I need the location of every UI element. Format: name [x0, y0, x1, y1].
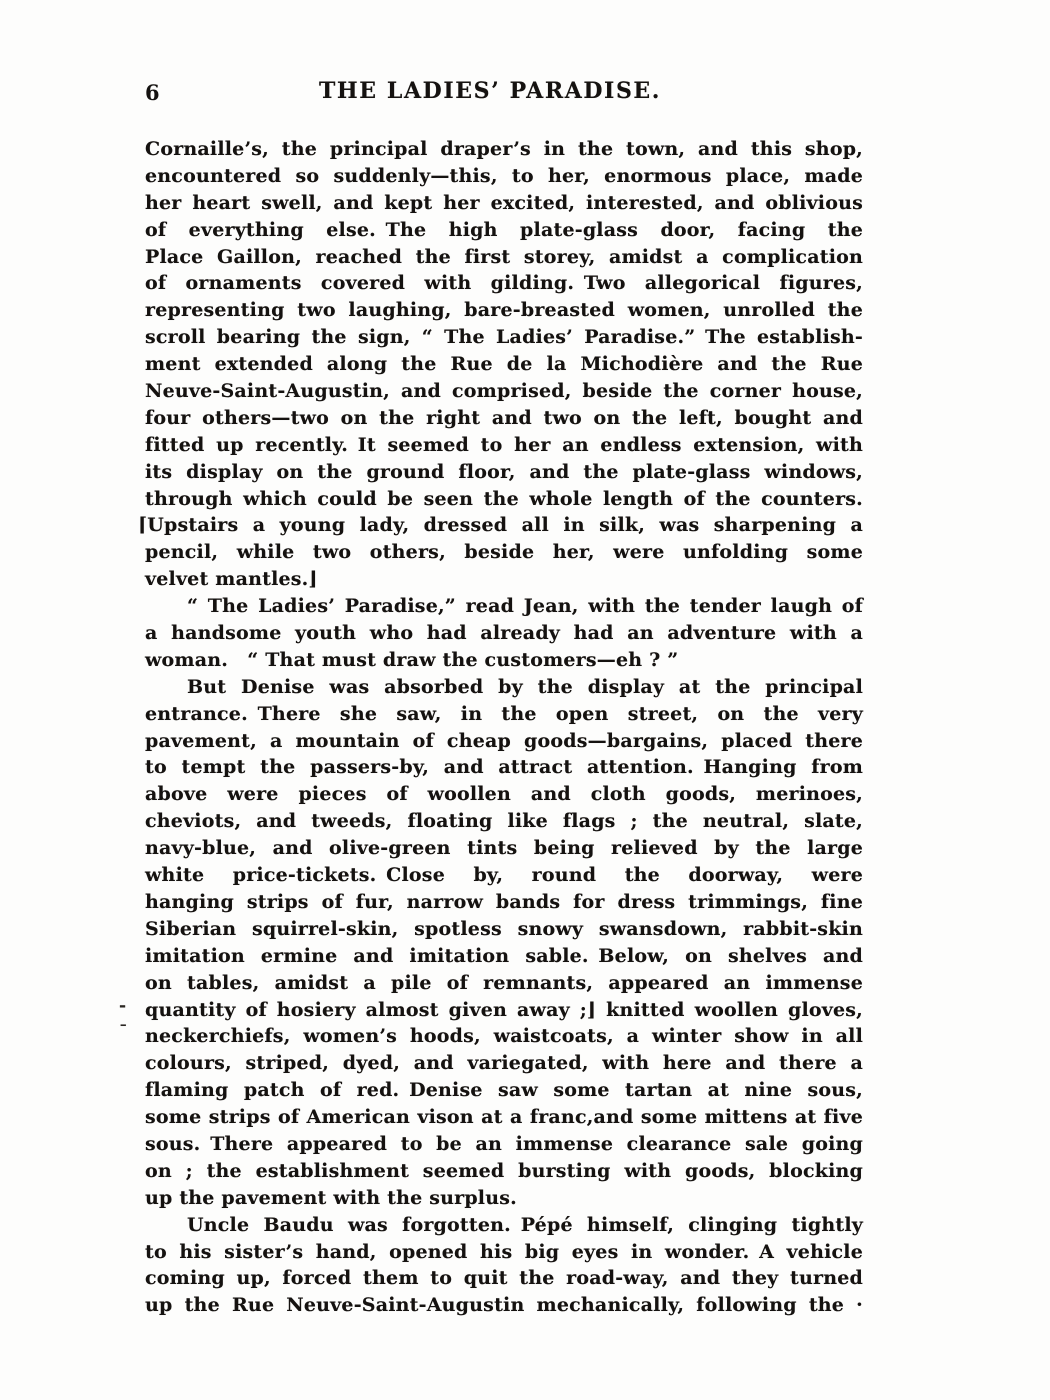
- body-line: of everything else. The high plate-glass door, facing the: [145, 218, 863, 241]
- body-line: “ The Ladies’ Paradise,” read Jean, with the tender laugh of: [187, 595, 863, 618]
- body-line: Uncle Baudu was forgotten. Pépé himself, clinging tightly: [187, 1213, 863, 1236]
- body-line: representing two laughing, bare-breasted women, unrolled the: [145, 299, 863, 322]
- body-line: woman. “ That must draw the customers—eh ? ”: [145, 648, 679, 671]
- body-line: Neuve-Saint-Augustin, and comprised, beside the corner house,: [145, 380, 863, 403]
- page-number: 6: [145, 80, 160, 105]
- body-line: its display on the ground floor, and the plate-glass windows,: [145, 460, 863, 483]
- body-line: imitation ermine and imitation sable. Below, on shelves and: [145, 944, 863, 967]
- page-body: [119, 136, 863, 1319]
- body-line: velvet mantles.⌋: [145, 568, 318, 591]
- body-line: of ornaments covered with gilding. Two allegorical figures,: [145, 272, 863, 295]
- body-line: Cornaille’s, the principal draper’s in the town, and this shop,: [145, 138, 863, 160]
- body-line: up the pavement with the surplus.: [145, 1186, 517, 1209]
- body-line: coming up, forced them to quit the road-way, and they turned: [145, 1267, 863, 1290]
- body-line: up the Rue Neuve-Saint-Augustin mechanically, following the ·: [145, 1294, 863, 1317]
- body-line: white price-tickets. Close by, round the doorway, were: [145, 864, 863, 887]
- body-line: But Denise was absorbed by the display at the principal: [187, 675, 863, 698]
- body-line: colours, striped, dyed, and variegated, with here and there a: [145, 1052, 863, 1075]
- body-line: neckerchiefs, women’s hoods, waistcoats, a winter show in all ¯: [145, 1023, 863, 1050]
- body-line: some strips of American vison at a franc,and some mittens at five: [145, 1106, 863, 1129]
- body-line: cheviots, and tweeds, floating like flags ; the neutral, slate,: [145, 810, 863, 833]
- body-line: entrance. There she saw, in the open street, on the very: [145, 702, 863, 725]
- running-title: THE LADIES’ PARADISE.: [318, 78, 662, 104]
- body-line: to his sister’s hand, opened his big eyes in wonder. A vehicle: [145, 1240, 863, 1263]
- body-line: above were pieces of woollen and cloth goods, merinoes,: [145, 783, 863, 806]
- body-line: ment extended along the Rue de la Michodière and the Rue: [145, 353, 863, 376]
- body-line: a handsome youth who had already had an adventure with a: [145, 622, 863, 645]
- body-line: flaming patch of red. Denise saw some tartan at nine sous,: [145, 1079, 863, 1102]
- body-line: Siberian squirrel-skin, spotless snowy swansdown, rabbit-skin: [145, 917, 863, 940]
- body-line: sous. There appeared to be an immense clearance sale going: [145, 1132, 863, 1155]
- body-line: Place Gaillon, reached the first storey, amidst a complication: [145, 245, 863, 268]
- body-line: fitted up recently. It seemed to her an endless extension, with: [145, 433, 863, 456]
- body-line: quantity of hosiery almost given away ;⌋ knitted woollen gloves, -: [145, 997, 863, 1024]
- margin-pencil-mark: ¯: [119, 1022, 128, 1043]
- body-line: ⌈Upstairs a young lady, dressed all in silk, was sharpening a: [138, 514, 863, 537]
- body-line: her heart swell, and kept her excited, interested, and oblivious: [145, 191, 863, 214]
- body-line: encountered so suddenly—this, to her, enormous place, made: [145, 164, 863, 187]
- body-line: to tempt the passers-by, and attract attention. Hanging from: [145, 756, 863, 779]
- body-line: four others—two on the right and two on the left, bought and: [145, 406, 863, 429]
- body-line: pavement, a mountain of cheap goods—bargains, placed there: [145, 729, 863, 752]
- body-line: scroll bearing the sign, “ The Ladies’ Paradise.” The establish-: [145, 326, 863, 349]
- body-line: navy-blue, and olive-green tints being relieved by the large: [145, 837, 863, 860]
- body-line: hanging strips of fur, narrow bands for dress trimmings, fine: [145, 890, 863, 913]
- body-line: pencil, while two others, beside her, were unfolding some: [145, 541, 863, 564]
- body-line: through which could be seen the whole length of the counters.: [145, 487, 863, 510]
- body-line: on tables, amidst a pile of remnants, appeared an immense: [145, 971, 863, 994]
- margin-pencil-mark: -: [119, 995, 127, 1016]
- page-header: [145, 78, 863, 108]
- body-line: on ; the establishment seemed bursting with goods, blocking: [145, 1159, 863, 1182]
